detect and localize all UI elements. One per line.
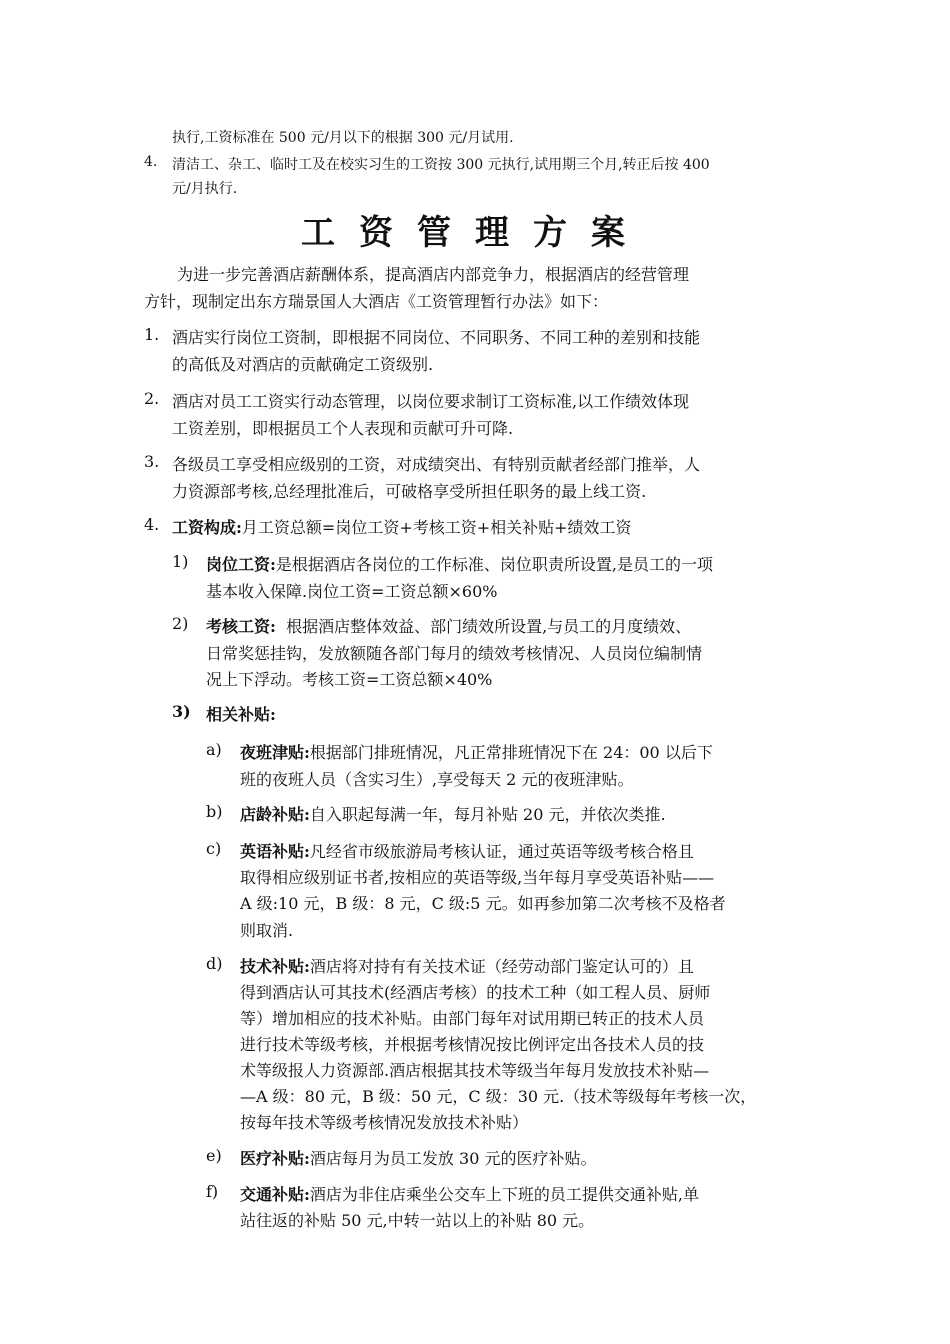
paragraph-line: 得到酒店认可其技术(经酒店考核）的技术工种（如工程人员、厨师 <box>240 983 711 1002</box>
sub-number: 3) <box>172 702 191 721</box>
paragraph-line: 工资差别，即根据员工个人表现和贡献可升可降. <box>172 419 514 438</box>
sub-number: 2) <box>172 614 189 633</box>
list-number: 4. <box>144 154 158 170</box>
allowance-letter: f) <box>206 1182 219 1201</box>
paragraph-line: 岗位工资:是根据酒店各岗位的工作标准、岗位职责所设置,是员工的一项 <box>206 555 714 574</box>
paragraph-line: 进行技术等级考核，并根据考核情况按比例评定出各技术人员的技 <box>240 1035 705 1054</box>
continuation-line: 执行,工资标准在 500 元/月以下的根据 300 元/月试用. <box>172 130 514 146</box>
paragraph-line: 元/月执行. <box>172 181 238 197</box>
allowance-letter: b) <box>206 802 223 821</box>
paragraph-line: 酒店实行岗位工资制，即根据不同岗位、不同职务、不同工种的差别和技能 <box>172 328 701 347</box>
paragraph-line: 班的夜班人员（含实习生）,享受每天 2 元的夜班津贴。 <box>240 770 634 789</box>
term-label: 英语补贴: <box>240 842 310 861</box>
paragraph-line: 医疗补贴:酒店每月为员工发放 30 元的医疗补贴。 <box>240 1149 597 1168</box>
term-label: 考核工资: <box>206 617 276 636</box>
term-label: 交通补贴: <box>240 1185 310 1204</box>
term-label: 工资构成: <box>172 518 242 537</box>
paragraph-line: 酒店对员工工资实行动态管理，以岗位要求制订工资标准,以工作绩效体现 <box>172 392 690 411</box>
paragraph-line: 术等级报人力资源部.酒店根据其技术等级当年每月发放技术补贴— <box>240 1061 710 1080</box>
term-label: 夜班津贴: <box>240 743 310 762</box>
paragraph-line: 则取消. <box>240 921 294 940</box>
paragraph-line: 清洁工、杂工、临时工及在校实习生的工资按 300 元执行,试用期三个月,转正后按 400 <box>172 157 710 173</box>
allowance-letter: d) <box>206 954 223 973</box>
term-label: 技术补贴: <box>240 957 310 976</box>
list-number: 4. <box>144 515 160 534</box>
allowance-letter: a) <box>206 740 222 759</box>
paragraph-line: 技术补贴:酒店将对持有有关技术证（经劳动部门鉴定认可的）且 <box>240 957 694 976</box>
term-label: 店龄补贴: <box>240 805 310 824</box>
paragraph-line: 店龄补贴:自入职起每满一年，每月补贴 20 元，并依次类推. <box>240 805 666 824</box>
paragraph-line: 站往返的补贴 50 元,中转一站以上的补贴 80 元。 <box>240 1211 595 1230</box>
term-label: 医疗补贴: <box>240 1149 310 1168</box>
paragraph-line: 取得相应级别证书者,按相应的英语等级,当年每月享受英语补贴—— <box>240 868 715 887</box>
paragraph-line <box>172 515 632 538</box>
paragraph-line: 的高低及对酒店的贡献确定工资级别. <box>172 355 434 374</box>
paragraph-line: —A 级：80 元，B 级：50 元，C 级：30 元.（技术等级每年考核一次， <box>240 1087 757 1106</box>
paragraph-line: 况上下浮动。考核工资=工资总额×40% <box>206 670 493 689</box>
paragraph-line: 日常奖惩挂钩，发放额随各部门每月的绩效考核情况、人员岗位编制情 <box>206 644 703 663</box>
paragraph-line: 考核工资: 根据酒店整体效益、部门绩效所设置,与员工的月度绩效、 <box>206 617 692 636</box>
intro-line: 为进一步完善酒店薪酬体系，提高酒店内部竞争力，根据酒店的经营管理 <box>177 265 690 284</box>
paragraph-line: 基本收入保障.岗位工资=工资总额×60% <box>206 582 498 601</box>
paragraph-line: 英语补贴:凡经省市级旅游局考核认证，通过英语等级考核合格且 <box>240 842 694 861</box>
paragraph-line: 按每年技术等级考核情况发放技术补贴） <box>240 1113 529 1132</box>
intro-line: 方针，现制定出东方瑞景国人大酒店《工资管理暂行办法》如下： <box>144 292 609 311</box>
paragraph-line: 等）增加相应的技术补贴。由部门每年对试用期已转正的技术人员 <box>240 1009 705 1028</box>
paragraph-line: 各级员工享受相应级别的工资，对成绩突出、有特别贡献者经部门推举，人 <box>172 455 701 474</box>
term-label: 岗位工资: <box>206 555 276 574</box>
list-number: 3. <box>144 452 160 471</box>
paragraph-line <box>206 702 276 725</box>
allowance-letter: e) <box>206 1146 222 1165</box>
list-number: 1. <box>144 325 160 344</box>
term-text: 月工资总额=岗位工资+考核工资+相关补贴+绩效工资 <box>241 518 632 537</box>
paragraph-line: A 级:10 元，B 级：8 元，C 级:5 元。如再参加第二次考核不及格者 <box>240 894 726 913</box>
allowance-letter: c) <box>206 839 222 858</box>
list-number: 2. <box>144 389 160 408</box>
sub-number: 1) <box>172 552 189 571</box>
term-label: 相关补贴: <box>206 705 276 724</box>
paragraph-line: 力资源部考核,总经理批准后，可破格享受所担任职务的最上线工资. <box>172 482 647 501</box>
paragraph-line: 夜班津贴:根据部门排班情况，凡正常排班情况下在 24：00 以后下 <box>240 743 713 762</box>
paragraph-line: 交通补贴:酒店为非住店乘坐公交车上下班的员工提供交通补贴,单 <box>240 1185 700 1204</box>
page-title: 工资管理方案 <box>301 213 649 253</box>
